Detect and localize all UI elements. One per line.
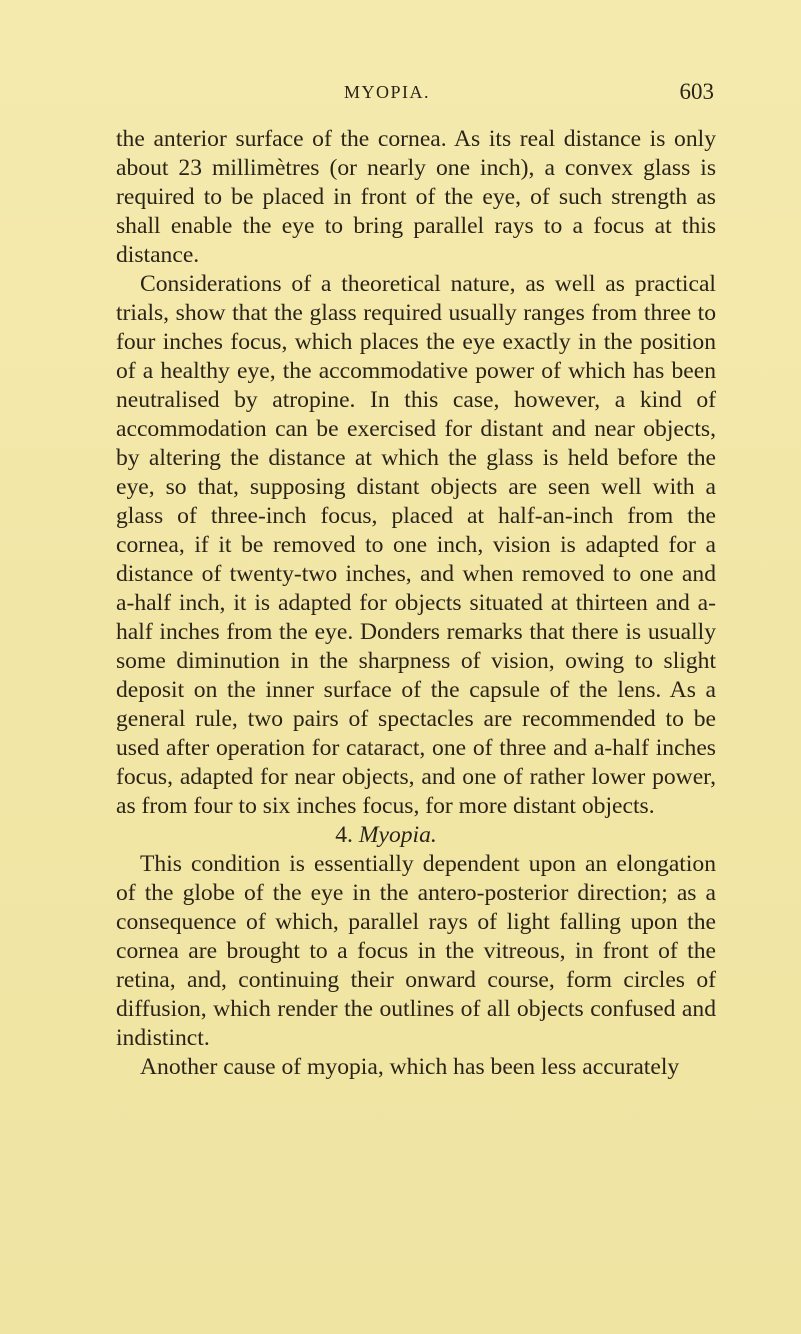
running-title: MYOPIA. [344, 82, 431, 102]
section-number: 4. [335, 822, 353, 848]
body-text [116, 125, 716, 1082]
running-head [118, 79, 714, 112]
paragraph-considerations: Considerations of a theoretical nature, as well as practical trials, show that the glass required usually ranges from three to four inches focus, which places the eye exactly in the position of a healthy eye, the accommodative power of which has been neutralised by atropine. In this case, however, a kind of accommodation can be exercised for distant and near objects, by altering the distance at which the glass is held before the eye, so that, supposing distant objects are seen well with a glass of three-inch focus, placed at half-an-inch from the cornea, if it be removed to one inch, vision is adapted for a distance of twenty-two inches, and when removed to one and a-half inch, it is adapted for objects situated at thirteen and a-half inches from the eye. Donders remarks that there is usually some diminution in the sharpness of vision, owing to slight deposit on the inner surface of the capsule of the lens. As a general rule, two pairs of spectacles are recommended to be used after operation for cataract, one of three and a-half inches focus, adapted for near objects, and one of rather lower power, as from four to six inches focus, for more distant objects. [116, 271, 716, 819]
page-number: 603 [679, 79, 714, 104]
section-title: Myopia. [358, 822, 437, 848]
paragraph-myopia-condition: This condition is essentially dependent upon an elongation of the globe of the eye in the antero-posterior direction; as a consequence of which, parallel rays of light falling upon the cornea are brought to a focus in the vitreous, in front of the retina, and, continuing their onward course, form circles of diffusion, which render the outlines of all objects confused and indistinct. [116, 851, 716, 1051]
paragraph-continuation: the anterior surface of the cornea. As its real distance is only about 23 millimètres (or nearly one inch), a convex glass is required to be placed in front of the eye, of such strength as shall enable the eye to bring parallel rays to a focus at this distance. [116, 126, 716, 268]
section-heading [116, 821, 716, 850]
paragraph-another-cause: Another cause of myopia, which has been less accurately [140, 1054, 680, 1080]
